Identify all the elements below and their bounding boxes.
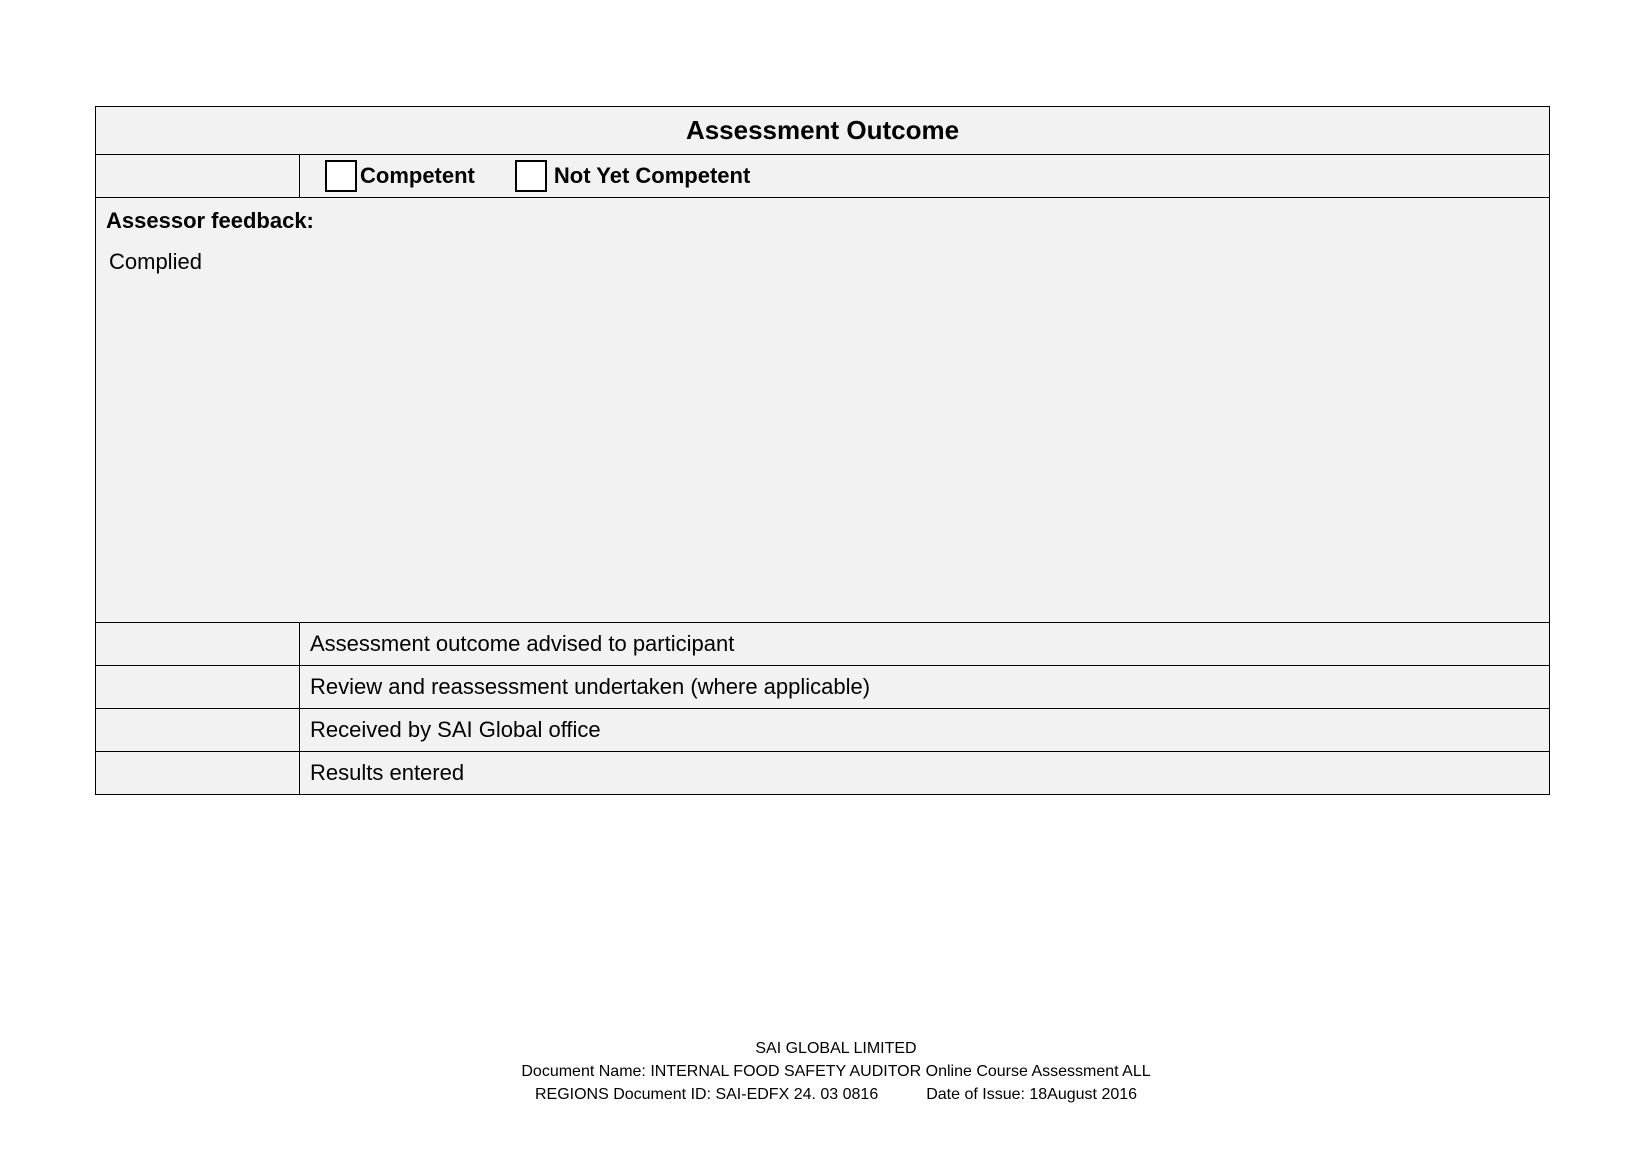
- step-signoff-cell[interactable]: [96, 709, 300, 752]
- assessment-outcome-table: [95, 106, 1550, 795]
- step-row: [96, 709, 1550, 752]
- step-signoff-cell[interactable]: [96, 623, 300, 666]
- footer-id-line: [0, 1083, 1638, 1106]
- assessor-feedback-cell[interactable]: [96, 198, 1550, 623]
- footer-document-id: REGIONS Document ID: SAI-EDFX 24. 03 0816: [534, 1086, 879, 1103]
- competent-checkbox[interactable]: [325, 160, 357, 192]
- assessor-feedback-text[interactable]: Complied: [109, 249, 202, 274]
- step-label: Received by SAI Global office: [300, 709, 1550, 752]
- step-signoff-cell[interactable]: [96, 666, 300, 709]
- footer-document-name: Document Name: INTERNAL FOOD SAFETY AUDITOR Online Course Assessment ALL: [521, 1063, 1151, 1080]
- step-signoff-cell[interactable]: [96, 752, 300, 795]
- step-label: Results entered: [300, 752, 1550, 795]
- competent-label: Competent: [360, 163, 475, 188]
- step-label: Assessment outcome advised to participant: [300, 623, 1550, 666]
- step-row: [96, 666, 1550, 709]
- step-row: [96, 623, 1550, 666]
- step-row: [96, 752, 1550, 795]
- competent-option[interactable]: [325, 160, 475, 192]
- footer-issue-date: Date of Issue: 18August 2016: [926, 1086, 1138, 1103]
- outcome-row: [96, 155, 1550, 198]
- footer-company: SAI GLOBAL LIMITED: [755, 1040, 917, 1057]
- page-footer: [0, 1037, 1638, 1106]
- not-yet-competent-label: Not Yet Competent: [553, 163, 751, 188]
- assessor-feedback-label: Assessor feedback:: [106, 208, 314, 233]
- not-yet-competent-option[interactable]: [515, 160, 750, 192]
- outcome-blank-cell: [96, 155, 300, 198]
- not-yet-competent-checkbox[interactable]: [515, 160, 547, 192]
- outcome-options-cell: [300, 155, 1550, 198]
- table-title: Assessment Outcome: [96, 107, 1550, 155]
- step-label: Review and reassessment undertaken (where applicable): [300, 666, 1550, 709]
